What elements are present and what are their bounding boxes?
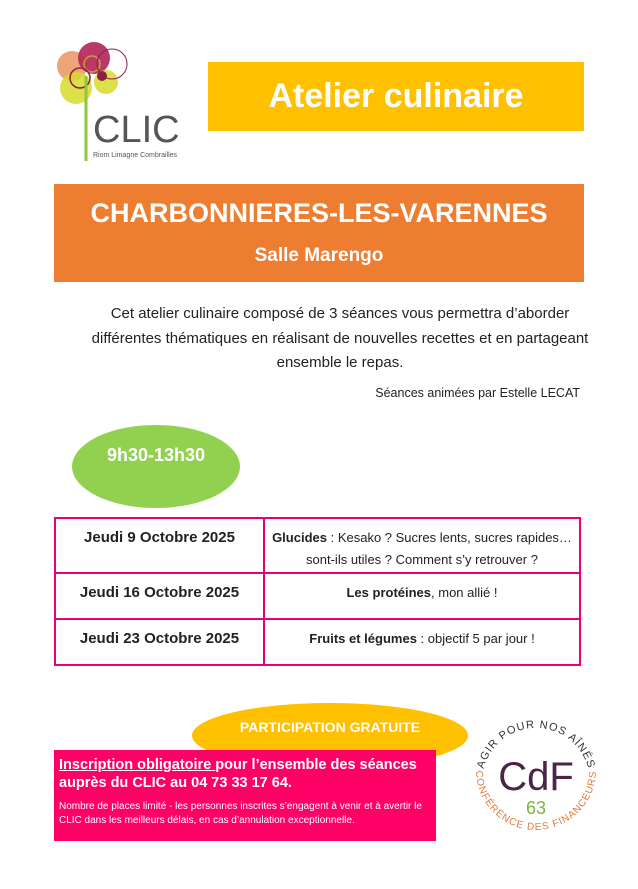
registration-text: Inscription obligatoire pour l’ensemble des séances auprès du CLIC au 04 73 33 17 64. [59, 757, 417, 791]
location-banner [54, 184, 584, 282]
clic-logo-text: CLIC [93, 109, 180, 151]
session-date: Jeudi 9 Octobre 2025 [55, 518, 264, 573]
svg-text:CONFÉRENCE DES FINANCEURS: CONFÉRENCE DES FINANCEURS [472, 770, 600, 834]
registration-note: Nombre de places limité - les personnes inscrites s’engagent à venir et à avertir le CLIC dans les meilleurs délais, en cas d’annulation exceptionnelle. [59, 801, 422, 826]
session-date: Jeudi 16 Octobre 2025 [55, 573, 264, 619]
svg-text:Riom Limagne Combrailles: Riom Limagne Combrailles [93, 152, 178, 159]
session-topic: Fruits et légumes : objectif 5 par jour ! [264, 619, 580, 665]
animator-text: Séances animées par Estelle LECAT [375, 386, 580, 400]
table-row [55, 573, 580, 619]
free-text: PARTICIPATION GRATUITE [239, 719, 421, 735]
page-title: Atelier culinaire [208, 62, 584, 131]
cdf-logo [462, 712, 610, 840]
session-topic: Les protéines, mon allié ! [264, 573, 580, 619]
intro-text: Cet atelier culinaire composé de 3 séances vous permettra d’aborder différentes thématiques en réalisant de nouvelles recettes et en partageant ensemble le repas. [91, 305, 589, 371]
clic-logo [50, 36, 190, 161]
clic-tree-icon [50, 36, 190, 161]
time-badge [72, 425, 240, 508]
session-date: Jeudi 23 Octobre 2025 [55, 619, 264, 665]
time-text: 9h30-13h30 [106, 445, 206, 465]
sessions-table [54, 517, 581, 666]
svg-text:AGIR POUR NOS AÎNÉS: AGIR POUR NOS AÎNÉS [474, 718, 598, 770]
svg-text:63: 63 [525, 798, 547, 818]
svg-text:CdF: CdF [498, 755, 574, 799]
table-row [55, 619, 580, 665]
session-topic: Glucides : Kesako ? Sucres lents, sucres rapides… sont-ils utiles ? Comment s’y retrouver ? [264, 518, 580, 573]
registration-box [54, 750, 436, 841]
venue-name: Salle Marengo [254, 245, 384, 266]
town-name: CHARBONNIERES-LES-VARENNES [90, 198, 548, 228]
table-row [55, 518, 580, 573]
